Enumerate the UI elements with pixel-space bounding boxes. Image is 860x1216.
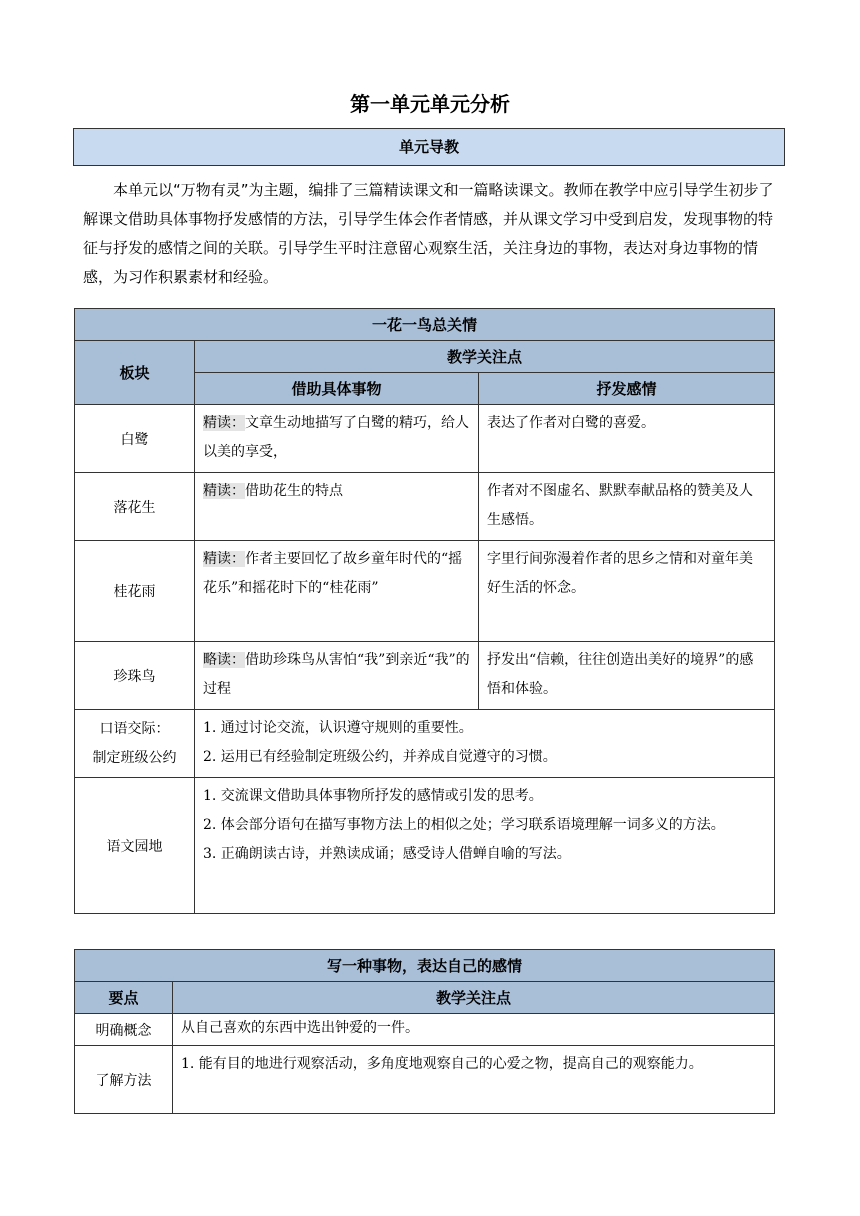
means-text: 文章生动地描写了白鹭的精巧，给人以美的享受， [203,415,469,460]
reading-tag: 精读： [203,551,245,567]
guide-header: 单元导教 [73,128,785,166]
table-row [75,642,775,710]
row-name: 语文园地 [75,778,195,914]
means-cell [195,642,479,710]
col-key-header: 要点 [75,982,173,1014]
list-item: 1. 能有目的地进行观察活动，多角度地观察自己的心爱之物，提高自己的观察能力。 [181,1056,703,1072]
oral-items [195,710,775,778]
row-name [75,710,195,778]
oral-name-line2: 制定班级公约 [92,749,177,766]
table-row [75,1014,775,1046]
list-item: 2. 运用已有经验制定班级公约，并养成自觉遵守的习惯。 [203,749,557,765]
table-row [75,405,775,473]
table-row [75,541,775,642]
col-focus-header: 教学关注点 [195,341,775,373]
oral-name-line1: 口语交际： [99,720,170,737]
row-text: 从自己喜欢的东西中选出钟爱的一件。 [173,1014,775,1046]
means-text: 借助花生的特点 [245,483,343,499]
table-row [75,1046,775,1114]
means-text: 借助珍珠鸟从害怕“我”到亲近“我”的过程 [203,652,470,697]
writing-table [74,949,775,1114]
guide-text: 本单元以“万物有灵”为主题，编排了三篇精读课文和一篇略读课文。教师在教学中应引导学生初步了解课文借助具体事物抒发感情的方法，引导学生体会作者情感，并从课文学习中受到启发，发现事物的特征与抒发的感情之间的关联。引导学生平时注意留心观察生活，关注身边的事物，表达对身边事物的情感，为习作积累素材和经验。 [83,181,774,286]
table-row [75,778,775,914]
feeling-cell: 抒发出“信赖，往往创造出美好的境界”的感悟和体验。 [479,642,775,710]
table-title: 一花一鸟总关情 [75,309,775,341]
col-means-header: 借助具体事物 [195,373,479,405]
feeling-cell: 作者对不图虚名、默默奉献品格的赞美及人生感悟。 [479,473,775,541]
reading-tag: 精读： [203,415,245,431]
reading-tag: 略读： [203,652,245,668]
row-text [173,1046,775,1114]
table-row [75,710,775,778]
garden-items [195,778,775,914]
feeling-cell: 表达了作者对白鹭的喜爱。 [479,405,775,473]
means-text: 作者主要回忆了故乡童年时代的“摇花乐”和摇花时下的“桂花雨” [203,551,463,596]
row-name: 桂花雨 [75,541,195,642]
means-cell [195,405,479,473]
list-item: 2. 体会部分语句在描写事物方法上的相似之处；学习联系语境理解一词多义的方法。 [203,817,725,833]
list-item: 3. 正确朗读古诗，并熟读成诵；感受诗人借蝉自喻的写法。 [203,846,571,862]
reading-tag: 精读： [203,483,245,499]
table-row [75,473,775,541]
means-cell [195,473,479,541]
list-item: 1. 交流课文借助具体事物所抒发的感情或引发的思考。 [203,788,543,804]
row-name: 珍珠鸟 [75,642,195,710]
col-block-header: 板块 [75,341,195,405]
col-focus-header: 教学关注点 [173,982,775,1014]
row-name: 落花生 [75,473,195,541]
row-name: 白鹭 [75,405,195,473]
row-name: 明确概念 [75,1014,173,1046]
page-title: 第一单元单元分析 [350,92,510,116]
feeling-cell: 字里行间弥漫着作者的思乡之情和对童年美好生活的怀念。 [479,541,775,642]
table-title: 写一种事物，表达自己的感情 [75,950,775,982]
col-feeling-header: 抒发感情 [479,373,775,405]
means-cell [195,541,479,642]
row-name: 了解方法 [75,1046,173,1114]
list-item: 1. 通过讨论交流，认识遵守规则的重要性。 [203,720,473,736]
unit-table [74,308,775,914]
